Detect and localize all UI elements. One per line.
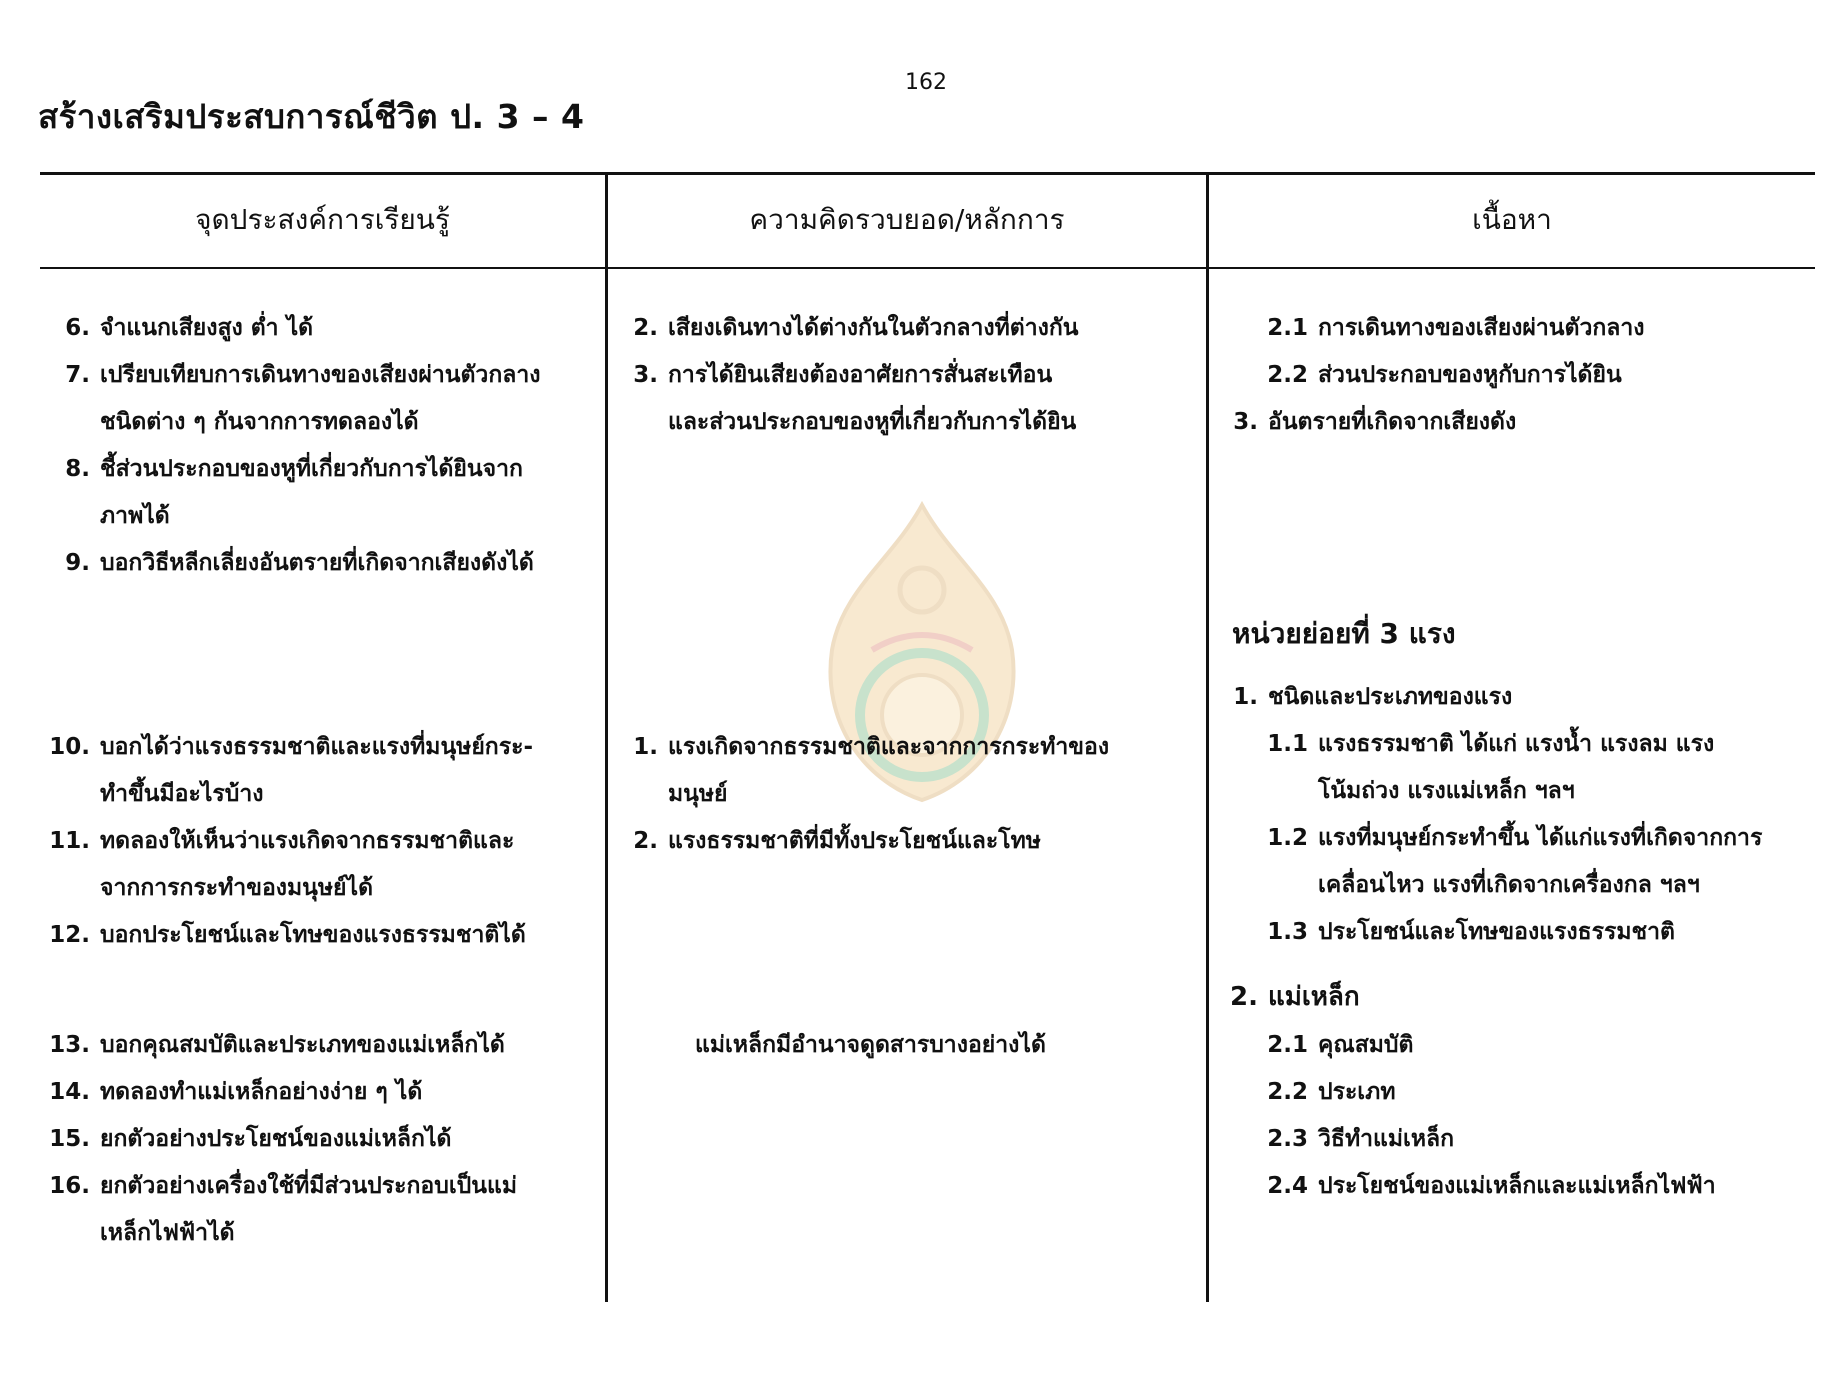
- unit-heading: หน่วยย่อยที่ 3 แรง: [1232, 617, 1456, 650]
- content-item-cont: เคลื่อนไหว แรงที่เกิดจากเครื่องกล ฯลฯ: [1318, 872, 1700, 898]
- concept-item: 1. แรงเกิดจากธรรมชาติและจากการกระทำของ: [633, 734, 1110, 760]
- content-item: 2.4 ประโยชน์ของแม่เหล็กและแม่เหล็กไฟฟ้า: [1267, 1173, 1716, 1199]
- content-item: 2.1 การเดินทางของเสียงผ่านตัวกลาง: [1267, 315, 1645, 341]
- content-item: 2.2 ประเภท: [1267, 1079, 1396, 1105]
- running-title: สร้างเสริมประสบการณ์ชีวิต ป. 3 – 4: [38, 97, 585, 136]
- table-top-rule: [40, 172, 1815, 175]
- concept-statement: แม่เหล็กมีอำนาจดูดสารบางอย่างได้: [695, 1032, 1046, 1058]
- content-item: 2. แม่เหล็ก: [1230, 982, 1360, 1012]
- header-objectives: จุดประสงค์การเรียนรู้: [195, 203, 450, 236]
- objective-item-cont: ทำขึ้นมีอะไรบ้าง: [100, 781, 264, 807]
- objective-item-cont: ชนิดต่าง ๆ กันจากการทดลองได้: [100, 409, 419, 435]
- content-item: 1.2 แรงที่มนุษย์กระทำขึ้น ได้แก่แรงที่เกิดจากการ: [1267, 825, 1763, 851]
- content-item: 2.1 คุณสมบัติ: [1267, 1032, 1414, 1058]
- objective-item-cont: ภาพได้: [100, 503, 170, 529]
- page-number: 162: [905, 70, 947, 95]
- content-item: 3. อันตรายที่เกิดจากเสียงดัง: [1233, 409, 1517, 435]
- objective-item: 16. ยกตัวอย่างเครื่องใช้ที่มีส่วนประกอบเป็นแม่: [49, 1173, 517, 1199]
- column-divider-2: [1206, 172, 1209, 1302]
- objective-item: 10. บอกได้ว่าแรงธรรมชาติและแรงที่มนุษย์กระ-: [49, 734, 533, 760]
- objective-item-cont: จากการกระทำของมนุษย์ได้: [100, 875, 374, 901]
- concept-item: 3. การได้ยินเสียงต้องอาศัยการสั่นสะเทือน: [633, 362, 1053, 388]
- objective-item: 15. ยกตัวอย่างประโยชน์ของแม่เหล็กได้: [49, 1126, 452, 1152]
- header-content: เนื้อหา: [1472, 203, 1552, 236]
- objective-item: 9. บอกวิธีหลีกเลี่ยงอันตรายที่เกิดจากเสียงดังได้: [65, 550, 534, 576]
- concept-item-cont: มนุษย์: [668, 781, 728, 807]
- concept-item-cont: และส่วนประกอบของหูที่เกี่ยวกับการได้ยิน: [668, 409, 1077, 435]
- objective-item: 7. เปรียบเทียบการเดินทางของเสียงผ่านตัวกลาง: [65, 362, 541, 388]
- objective-item: 13. บอกคุณสมบัติและประเภทของแม่เหล็กได้: [49, 1032, 505, 1058]
- objective-item: 14. ทดลองทำแม่เหล็กอย่างง่าย ๆ ได้: [49, 1079, 423, 1105]
- concept-item: 2. เสียงเดินทางได้ต่างกันในตัวกลางที่ต่างกัน: [633, 315, 1079, 341]
- content-item: 2.3 วิธีทำแม่เหล็ก: [1267, 1126, 1455, 1152]
- table-header-rule: [40, 267, 1815, 269]
- objective-item: 8. ชี้ส่วนประกอบของหูที่เกี่ยวกับการได้ยินจาก: [65, 456, 523, 482]
- objective-item-cont: เหล็กไฟฟ้าได้: [100, 1220, 235, 1246]
- content-item: 1.1 แรงธรรมชาติ ได้แก่ แรงน้ำ แรงลม แรง: [1267, 731, 1715, 757]
- objective-item: 11. ทดลองให้เห็นว่าแรงเกิดจากธรรมชาติและ: [49, 828, 515, 854]
- column-divider-1: [605, 172, 608, 1302]
- content-item: 2.2 ส่วนประกอบของหูกับการได้ยิน: [1267, 362, 1622, 388]
- content-item: 1. ชนิดและประเภทของแรง: [1233, 684, 1513, 710]
- objective-item: 12. บอกประโยชน์และโทษของแรงธรรมชาติได้: [49, 922, 526, 948]
- content-item-cont: โน้มถ่วง แรงแม่เหล็ก ฯลฯ: [1318, 778, 1575, 804]
- objective-item: 6. จำแนกเสียงสูง ต่ำ ได้: [65, 315, 314, 341]
- emblem-watermark: [772, 500, 1072, 810]
- content-item: 1.3 ประโยชน์และโทษของแรงธรรมชาติ: [1267, 919, 1675, 945]
- concept-item: 2. แรงธรรมชาติที่มีทั้งประโยชน์และโทษ: [633, 828, 1041, 854]
- header-concepts: ความคิดรวบยอด/หลักการ: [749, 203, 1065, 236]
